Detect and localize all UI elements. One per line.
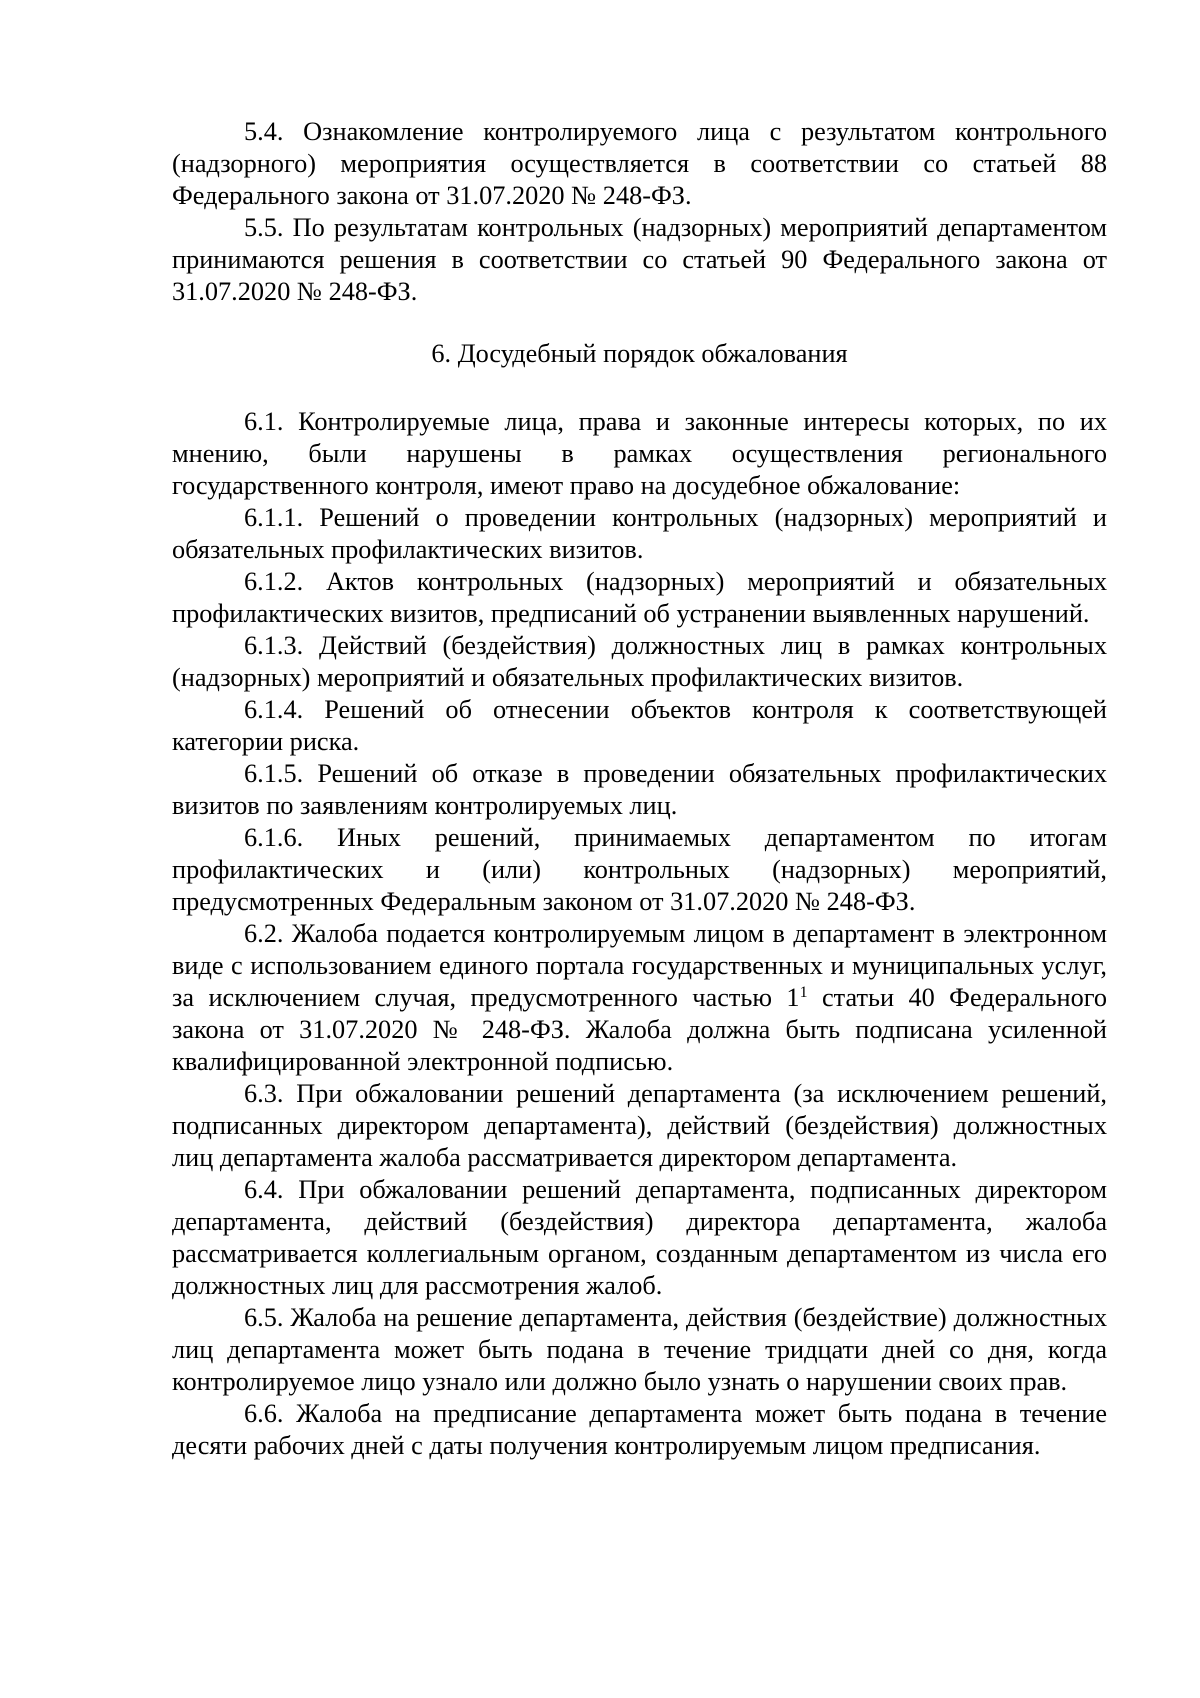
paragraph-5-4: 5.4. Ознакомление контролируемого лица с результатом контрольного (надзорного) мероприятия осуществляется в соответствии со статьей 88 Федерального закона от 31.07.2020 № 248-ФЗ.: [172, 117, 1107, 210]
paragraph-6-1-1: 6.1.1. Решений о проведении контрольных (надзорных) мероприятий и обязательных профилактических визитов.: [172, 503, 1107, 564]
paragraph-6-1-5: 6.1.5. Решений об отказе в проведении обязательных профилактических визитов по заявлениям контролируемых лиц.: [172, 759, 1107, 820]
paragraph-6-6: 6.6. Жалоба на предписание департамента может быть подана в течение десяти рабочих дней с даты получения контролируемым лицом предписания.: [172, 1399, 1107, 1460]
paragraph-6-2-text-continued: статьи 40 Федерального закона от 31.07.2020 № 248-ФЗ. Жалоба должна быть подписана усиленной квалифицированной электронной подписью.: [172, 983, 1107, 1076]
paragraph-6-1-3: 6.1.3. Действий (бездействия) должностных лиц в рамках контрольных (надзорных) мероприятий и обязательных профилактических визитов.: [172, 631, 1107, 692]
paragraph-6-1: 6.1. Контролируемые лица, права и законные интересы которых, по их мнению, были нарушены в рамках осуществления регионального государственного контроля, имеют право на досудебное обжалование:: [172, 407, 1107, 500]
paragraph-6-3: 6.3. При обжаловании решений департамента (за исключением решений, подписанных директором департамента), действий (бездействия) должностных лиц департамента жалоба рассматривается директором департамента.: [172, 1079, 1107, 1172]
paragraph-6-1-6: 6.1.6. Иных решений, принимаемых департаментом по итогам профилактических и (или) контрольных (надзорных) мероприятий, предусмотренных Федеральным законом от 31.07.2020 № 248-ФЗ.: [172, 823, 1107, 916]
paragraph-6-5: 6.5. Жалоба на решение департамента, действия (бездействие) должностных лиц департамента может быть подана в течение тридцати дней со дня, когда контролируемое лицо узнало или должно было узнать о нарушении своих прав.: [172, 1303, 1107, 1396]
paragraph-5-5: 5.5. По результатам контрольных (надзорных) мероприятий департаментом принимаются решения в соответствии со статьей 90 Федерального закона от 31.07.2020 № 248-ФЗ.: [172, 213, 1107, 306]
section-title: 6. Досудебный порядок обжалования: [431, 339, 848, 368]
paragraph-6-2: [172, 918, 1107, 1078]
paragraph-6-1-2: 6.1.2. Актов контрольных (надзорных) мероприятий и обязательных профилактических визитов, предписаний об устранении выявленных нарушений.: [172, 567, 1107, 628]
paragraph-6-4: 6.4. При обжаловании решений департамента, подписанных директором департамента, действий (бездействия) директора департамента, жалоба рассматривается коллегиальным органом, созданным департаментом из числа его должностных лиц для рассмотрения жалоб.: [172, 1175, 1107, 1300]
paragraph-6-1-4: 6.1.4. Решений об отнесении объектов контроля к соответствующей категории риска.: [172, 695, 1107, 756]
paragraph-6-2-text: 6.2. Жалоба подается контролируемым лицом в департамент в электронном виде с использованием единого портала государственных и муниципальных услуг, за исключением случая, предусмотренного частью 1: [172, 919, 1107, 1012]
superscript-part-number: 1: [799, 984, 808, 1001]
